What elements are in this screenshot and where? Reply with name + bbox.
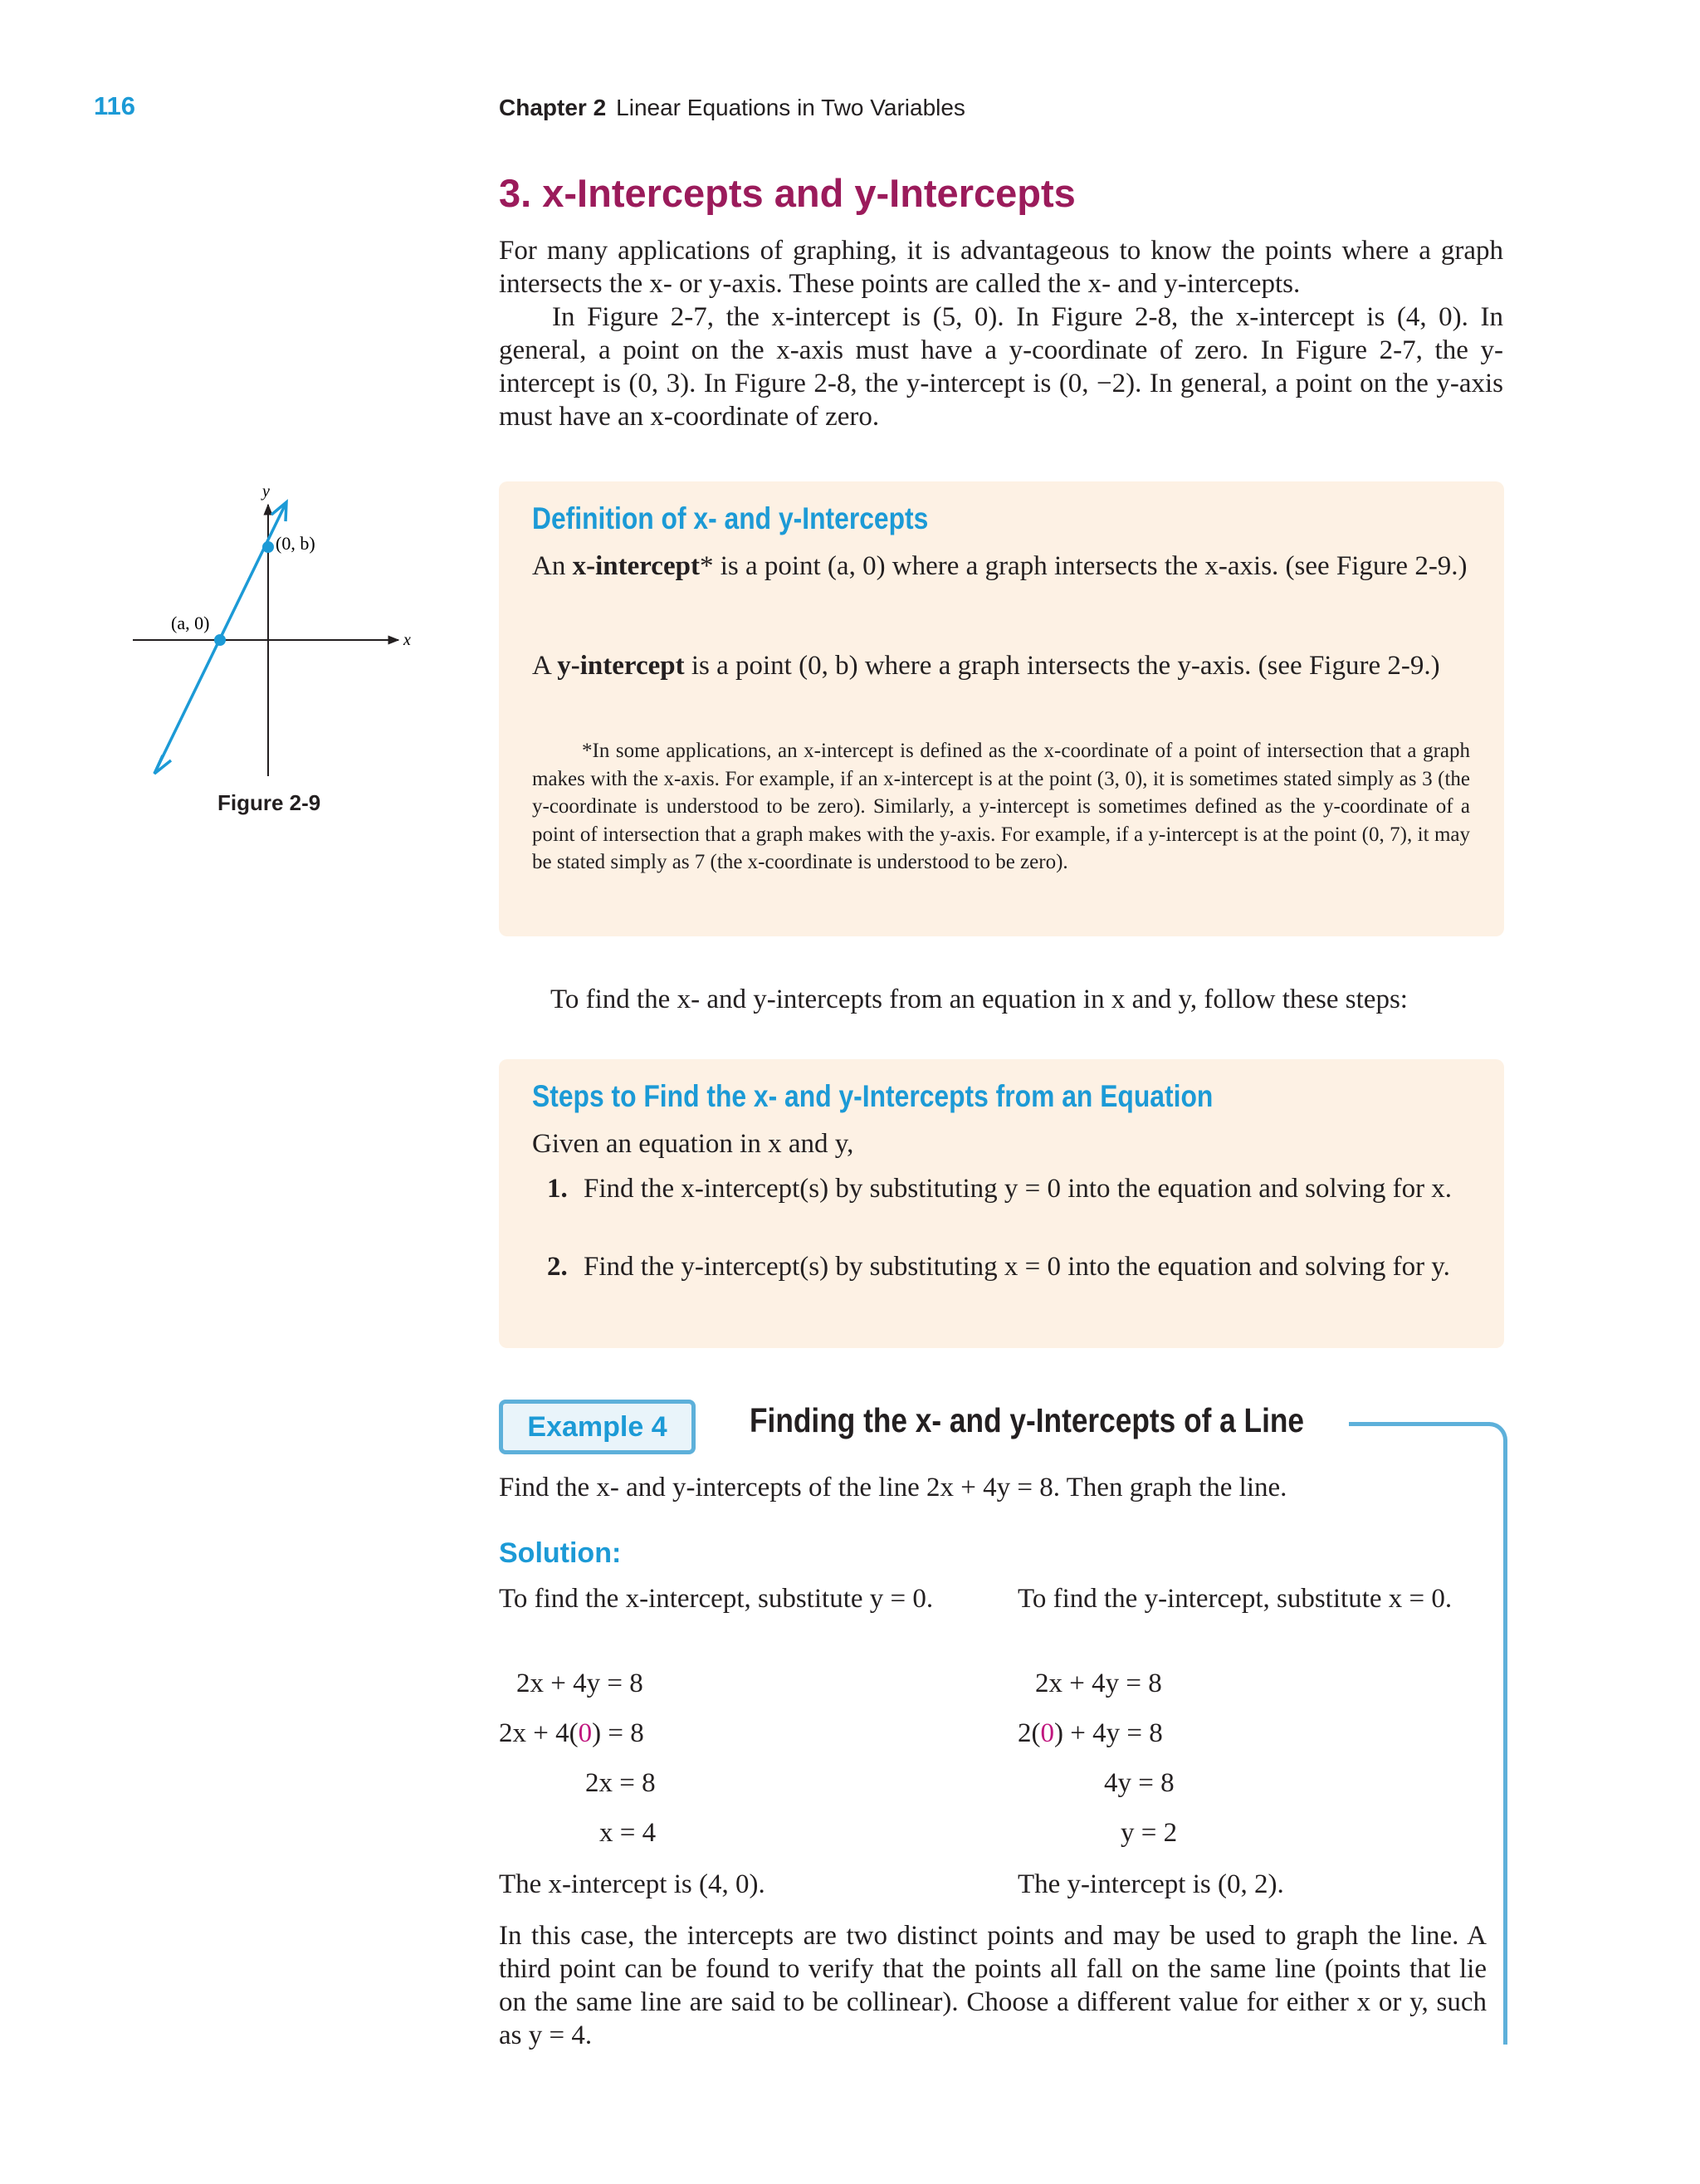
y-axis-label: y <box>262 482 270 501</box>
right-intro: To find the y-intercept, substitute x = 0. <box>1018 1584 1453 1614</box>
steps-box-title: Steps to Find the x- and y-Intercepts from an Equation <box>532 1079 1214 1113</box>
steps-intro: To find the x- and y-intercepts from an equation in x and y, follow these steps: <box>550 985 1408 1014</box>
right-result: The y-intercept is (0, 2). <box>1018 1869 1284 1899</box>
left-eq-2-post: ) = 8 <box>592 1718 644 1748</box>
definition-box-title: Definition of x- and y-Intercepts <box>532 501 929 535</box>
left-eq-1: 2x + 4y = 8 <box>516 1669 643 1698</box>
x-axis-label: x <box>403 631 411 649</box>
example-closing: In this case, the intercepts are two distinct points and may be used to graph the line. A third point can be found to verify that the points all fall on the same line (points that lie on the same line are said to be collinear). Choose a different value for either x or y, such as y = 4. <box>499 1921 1487 2050</box>
right-eq-2-pre: 2( <box>1018 1718 1041 1748</box>
intro-paragraph-2: In Figure 2-7, the x-intercept is (5, 0). In Figure 2-8, the x-intercept is (4, 0). In general, a point on the x-axis must have a y-coordinate of zero. In Figure 2-7, the y-intercept is (0, 3). In Figure 2-8, the y-intercept is (0, −2). In general, a point on the y-axis must have an x-coordinate of zero. <box>499 302 1503 432</box>
chapter-label: Chapter 2 <box>499 95 607 120</box>
example-rule-horizontal <box>1349 1422 1490 1426</box>
right-eq-4: y = 2 <box>1121 1818 1178 1848</box>
running-head <box>499 95 965 121</box>
line-arrow-bottom <box>154 755 171 774</box>
left-intro: To find the x-intercept, substitute y = 0. <box>499 1584 934 1614</box>
example-badge: Example 4 <box>499 1400 696 1454</box>
right-eq-2 <box>1018 1718 1163 1749</box>
page-number: 116 <box>94 91 136 120</box>
x-def-post: * is a point (a, 0) where a graph intersects the x-axis. (see Figure 2-9.) <box>699 551 1468 581</box>
example-rule-vertical <box>1503 1440 1507 2045</box>
point-b-label: (0, b) <box>276 533 315 554</box>
right-eq-1: 2x + 4y = 8 <box>1035 1669 1162 1698</box>
y-def-term: y-intercept <box>557 651 685 681</box>
step-2-number: 2. <box>547 1252 568 1282</box>
point-0-b <box>262 541 274 553</box>
y-intercept-definition <box>532 649 1470 682</box>
definition-box <box>499 481 1504 936</box>
section-title: 3. x-Intercepts and y-Intercepts <box>499 171 1076 215</box>
step-1-number: 1. <box>547 1174 568 1204</box>
x-def-pre: An <box>532 551 573 581</box>
left-eq-2 <box>499 1718 644 1749</box>
x-intercept-definition <box>532 550 1470 583</box>
y-def-post: is a point (0, b) where a graph intersects the y-axis. (see Figure 2-9.) <box>684 651 1440 681</box>
right-eq-2-post: ) + 4y = 8 <box>1054 1718 1163 1748</box>
point-a-label: (a, 0) <box>171 613 210 633</box>
left-result: The x-intercept is (4, 0). <box>499 1869 765 1899</box>
right-eq-2-substituted: 0 <box>1040 1718 1054 1748</box>
steps-given: Given an equation in x and y, <box>532 1129 854 1159</box>
x-def-term: x-intercept <box>572 551 700 581</box>
figure-2-9-graph <box>125 481 440 789</box>
step-1-text: Find the x-intercept(s) by substituting y = 0 into the equation and solving for x. <box>584 1174 1453 1204</box>
chapter-title: Linear Equations in Two Variables <box>616 95 965 120</box>
figure-caption: Figure 2-9 <box>217 790 321 815</box>
solution-label: Solution: <box>499 1537 622 1569</box>
step-2-text: Find the y-intercept(s) by substituting x = 0 into the equation and solving for y. <box>584 1252 1450 1282</box>
left-eq-2-substituted: 0 <box>578 1718 593 1748</box>
right-eq-3: 4y = 8 <box>1104 1768 1175 1798</box>
left-eq-2-pre: 2x + 4( <box>499 1718 579 1748</box>
step-2 <box>547 1250 1470 1283</box>
steps-box <box>499 1059 1504 1348</box>
y-def-pre: A <box>532 651 558 681</box>
intro-paragraph-1: For many applications of graphing, it is advantageous to know the points where a graph intersects the x- or y-axis. These points are called the x- and y-intercepts. <box>499 236 1503 299</box>
step-1 <box>547 1172 1470 1205</box>
point-a-0 <box>214 634 226 646</box>
definition-footnote: *In some applications, an x-intercept is defined as the x-coordinate of a point of intersection that a graph makes with the x-axis. For example, if an x-intercept is at the point (3, 0), it is sometimes stated simply as 3 (the y-coordinate is understood to be zero). Similarly, a y-intercept is sometimes defined as the y-coordinate of a point of intersection that a graph makes with the y-axis. For example, if a y-intercept is at the point (0, 7), it may be stated simply as 7 (the x-coordinate is understood to be zero). <box>532 740 1470 873</box>
left-eq-4: x = 4 <box>599 1818 657 1848</box>
example-title: Finding the x- and y-Intercepts of a Line <box>750 1401 1305 1439</box>
left-eq-3: 2x = 8 <box>585 1768 656 1798</box>
example-problem: Find the x- and y-intercepts of the line 2x + 4y = 8. Then graph the line. <box>499 1473 1287 1502</box>
